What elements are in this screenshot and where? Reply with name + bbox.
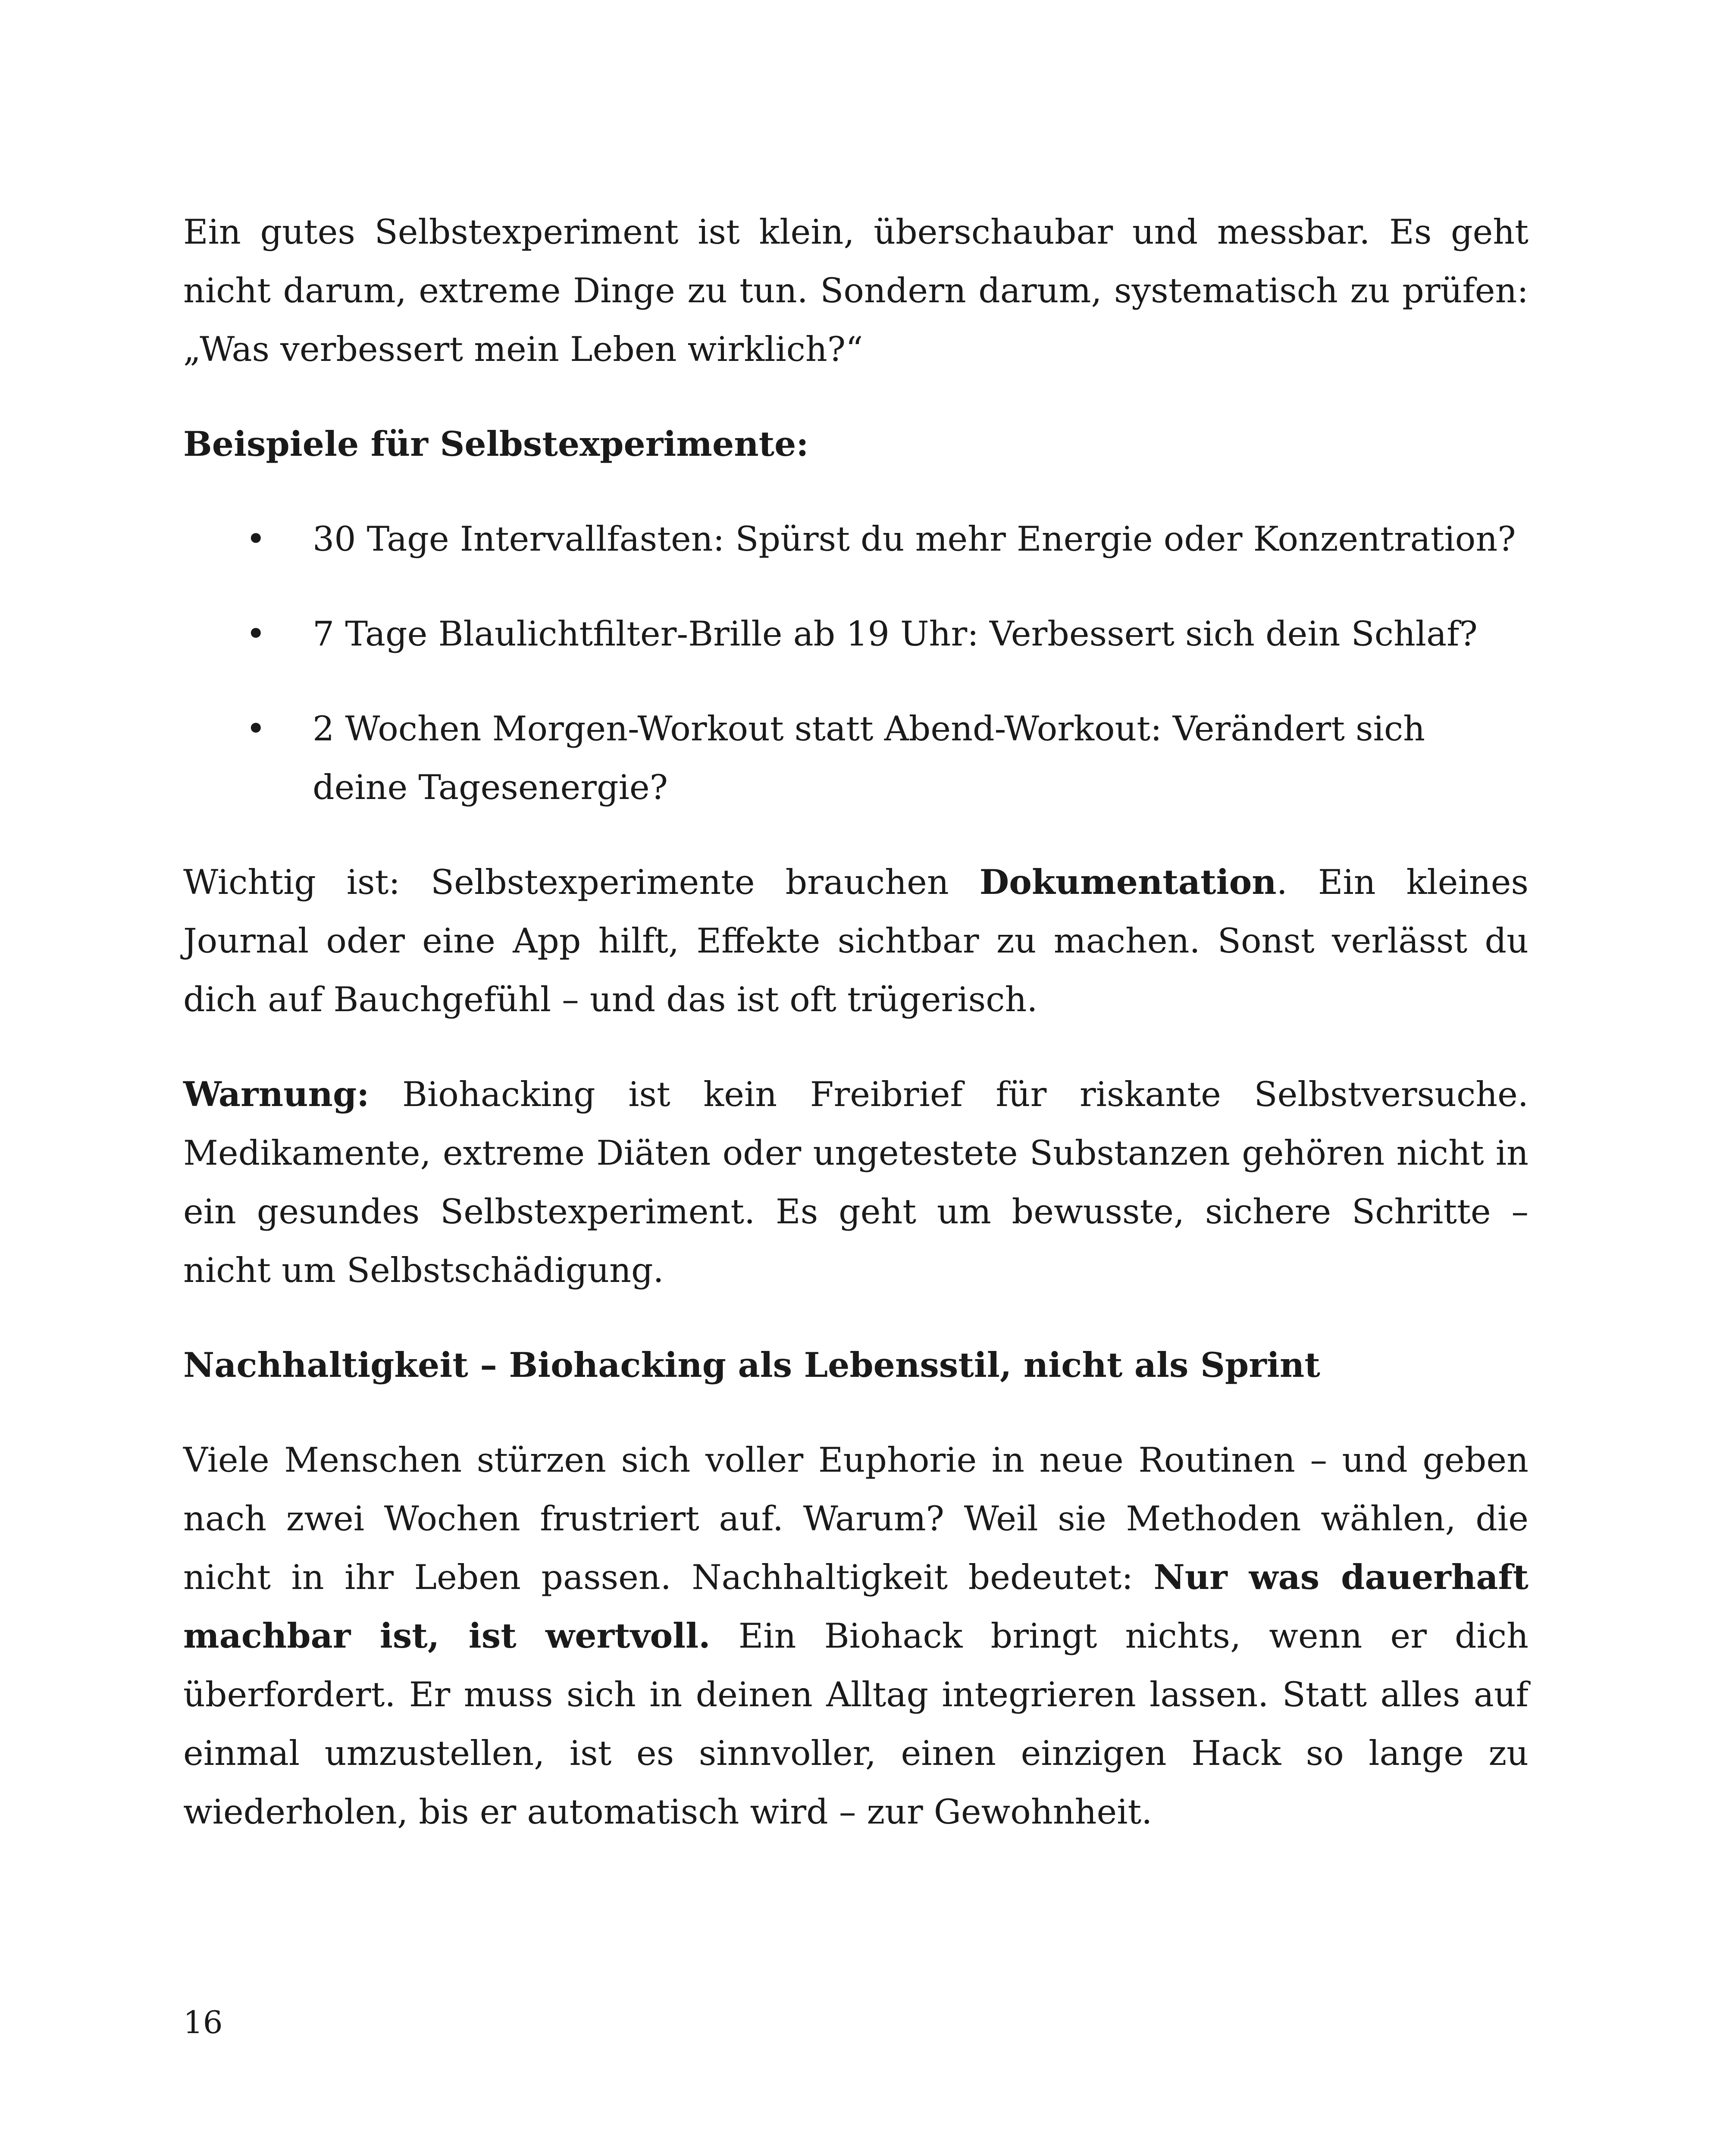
documentation-text-before: Wichtig ist: Selbstexperimente brauchen	[183, 862, 980, 902]
sustainability-text-before: Viele Menschen stürzen sich voller Euphorie in neue Routinen – und geben nach zwei Wochen frustriert auf. Warum? Weil sie Methoden wählen, die nicht in ihr Leben passen. Nachhaltigkeit bedeutet:	[183, 1440, 1528, 1597]
page-number: 16	[183, 2004, 223, 2040]
bullet-icon: •	[246, 709, 266, 749]
sustainability-paragraph	[183, 1431, 1528, 1841]
list-item	[183, 699, 1528, 817]
list-item	[183, 605, 1528, 663]
intro-paragraph: Ein gutes Selbstexperiment ist klein, überschaubar und messbar. Es geht nicht darum, extreme Dinge zu tun. Sondern darum, systematisch zu prüfen: „Was verbessert mein Leben wirklich?“	[183, 212, 1528, 369]
bullet-icon: •	[246, 614, 266, 654]
list-item-text: 2 Wochen Morgen-Workout statt Abend-Workout: Verändert sich deine Tagesenergie?	[313, 709, 1425, 807]
sustainability-bold-statement: Nur was dauerhaft machbar ist, ist wertvoll.	[183, 1557, 1528, 1656]
list-item-text: 30 Tage Intervallfasten: Spürst du mehr Energie oder Konzentration?	[313, 519, 1516, 559]
examples-list	[183, 510, 1528, 817]
examples-heading: Beispiele für Selbstexperimente:	[183, 424, 809, 464]
documentation-bold-term: Dokumentation	[979, 862, 1277, 902]
sustainability-heading: Nachhaltigkeit – Biohacking als Lebensstil, nicht als Sprint	[183, 1345, 1320, 1385]
page-body	[183, 203, 1528, 1877]
warning-paragraph	[183, 1065, 1528, 1300]
warning-label: Warnung:	[183, 1074, 370, 1114]
documentation-text-after: . Ein kleines Journal oder eine App hilft, Effekte sichtbar zu machen. Sonst verlässt du dich auf Bauchgefühl – und das ist oft trügerisch.	[183, 862, 1528, 1019]
warning-text: Biohacking ist kein Freibrief für riskante Selbstversuche. Medikamente, extreme Diäten oder ungetestete Substanzen gehören nicht in ein gesundes Selbstexperiment. Es geht um bewusste, sichere Schritte – nicht um Selbstschädigung.	[183, 1075, 1528, 1290]
documentation-paragraph	[183, 853, 1528, 1029]
bullet-icon: •	[246, 519, 266, 559]
sustainability-text-after: Ein Biohack bringt nichts, wenn er dich überfordert. Er muss sich in deinen Alltag integrieren lassen. Statt alles auf einmal umzustellen, ist es sinnvoller, einen einzigen Hack so lange zu wiederholen, bis er automatisch wird – zur Gewohnheit.	[183, 1616, 1528, 1832]
list-item-text: 7 Tage Blaulichtfilter-Brille ab 19 Uhr: Verbessert sich dein Schlaf?	[313, 614, 1478, 654]
list-item	[183, 510, 1528, 568]
